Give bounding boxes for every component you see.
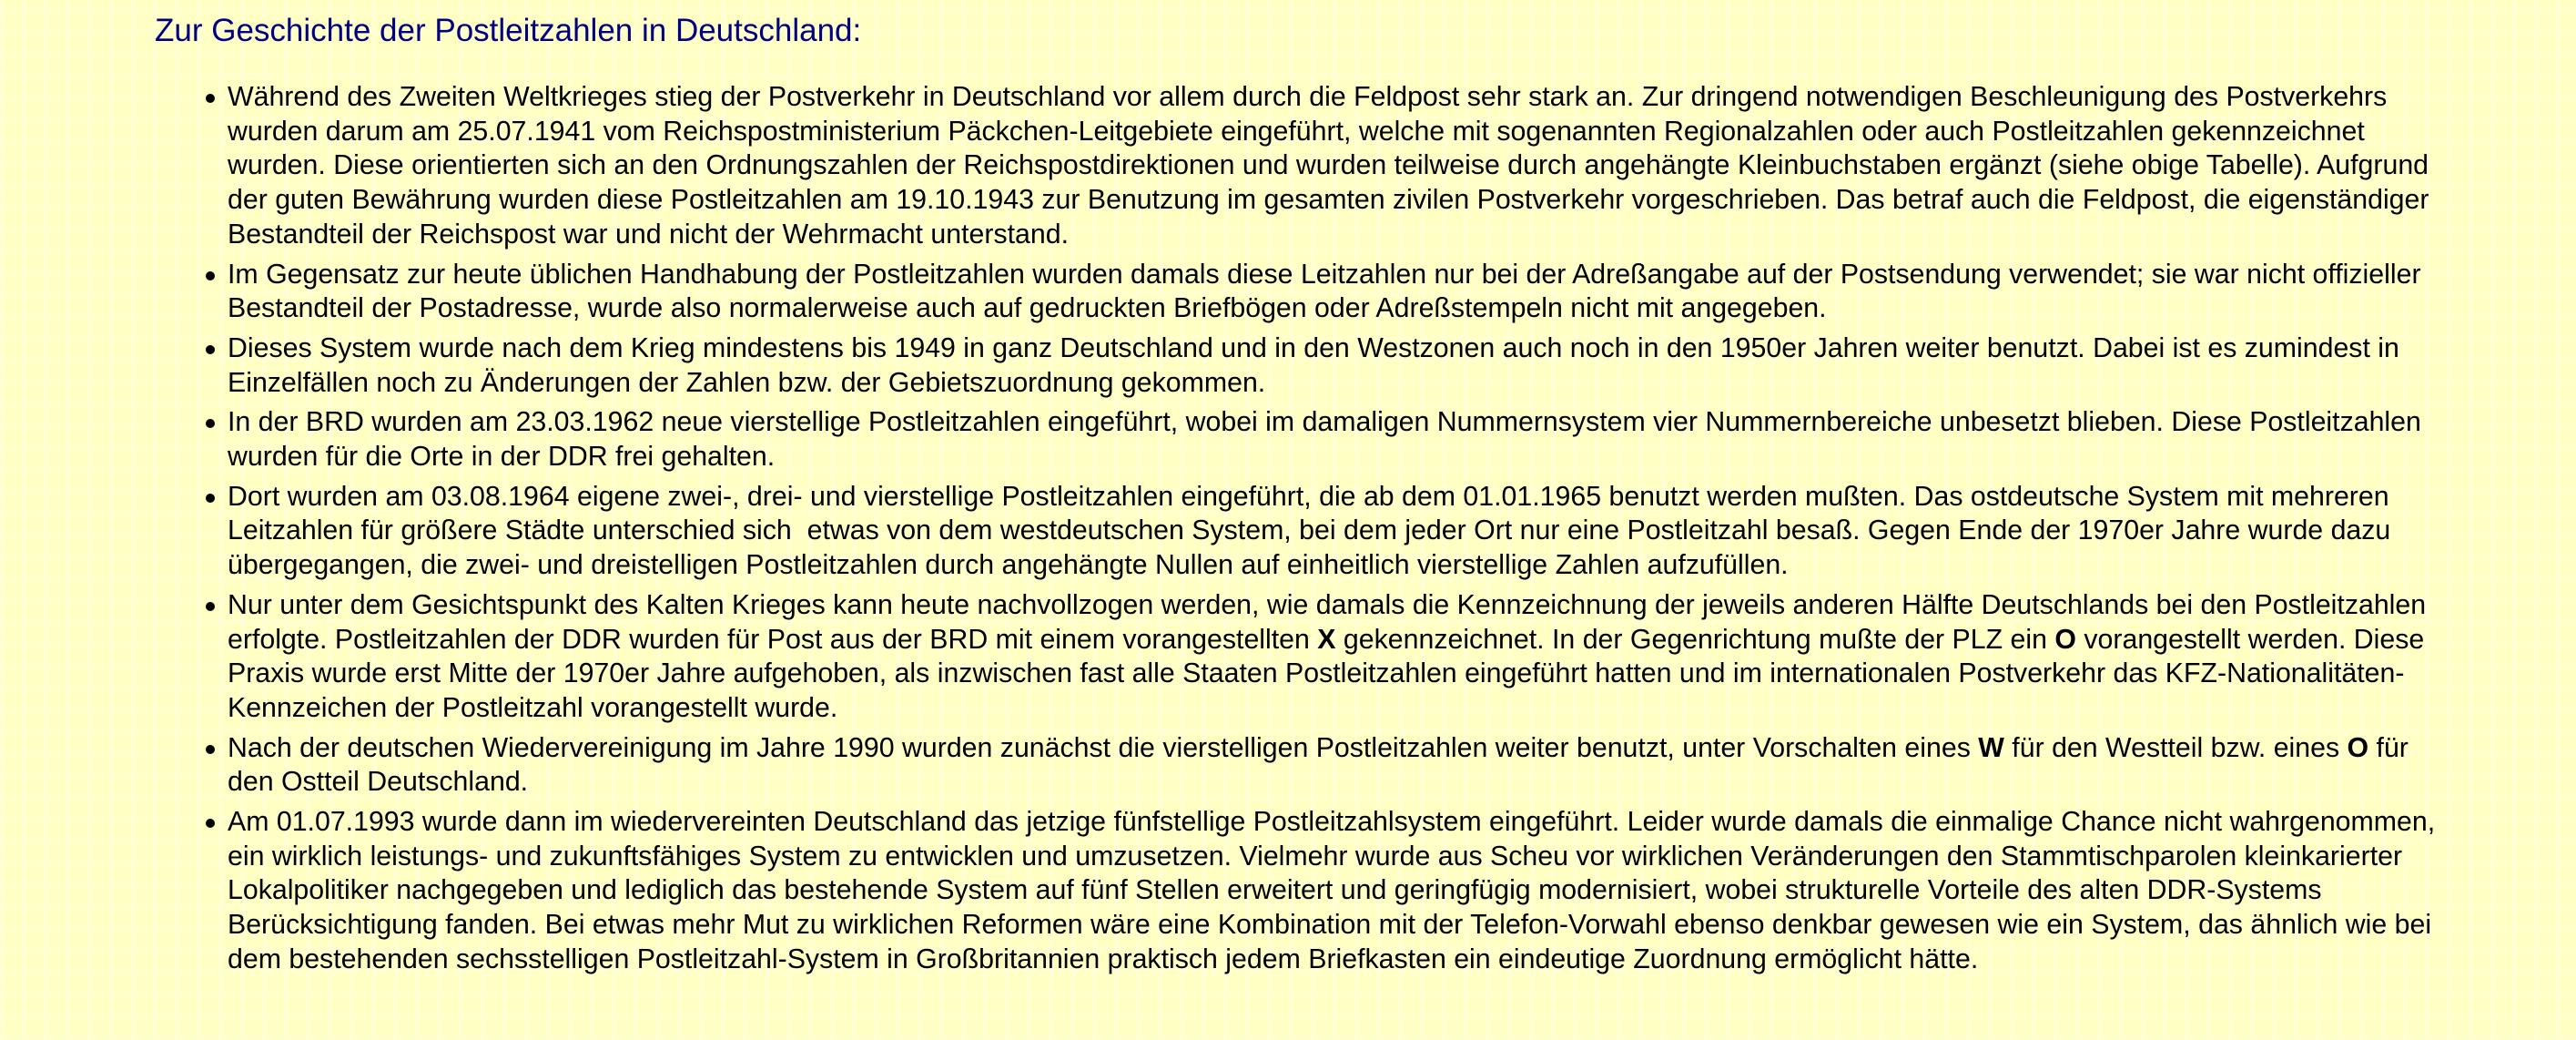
list-item-text — [228, 82, 2437, 250]
list-item — [228, 805, 2458, 977]
list-item — [228, 405, 2458, 474]
text-segment: Nur unter dem Gesichtspunkt des Kalten Krieges kann heute nachvollzogen werden, wie damals die Kennzeichnung der jeweils anderen Hälfte Deutschlands bei den Postleitzahlen erfolgte. Postleitzahlen der DDR wurden für Post aus der BRD mit einem vorangestellten — [228, 589, 2434, 655]
text-segment: Während des Zweiten Weltkrieges stieg der Postverkehr in Deutschland vor allem durch die Feldpost sehr stark an. Zur dringend notwendigen Beschleunigung des Postverkehrs wurden darum am 25.07.1941 vom Reichspostministerium Päckchen-Leitgebiete eingeführt, welche mit sogenannten Regionalzahlen oder auch Postleitzahlen gekennzeichnet wurden. Diese orientierten sich an den Ordnungszahlen der Reichspostdirektionen und wurden teilweise durch angehängte Kleinbuchstaben ergänzt (siehe obige Tabelle). Aufgrund der guten Bewährung wurden diese Postleitzahlen am 19.10.1943 zur Benutzung im gesamten zivilen Postverkehr vorgeschrieben. Das betraf auch die Feldpost, die eigenständiger Bestandteil der Reichspost war und nicht der Wehrmacht unterstand. — [228, 82, 2437, 250]
list-item — [228, 480, 2458, 583]
text-segment: für den Westteil bzw. eines — [2003, 732, 2348, 763]
history-list — [0, 80, 2458, 983]
text-segment: Nach der deutschen Wiedervereinigung im Jahre 1990 wurden zunächst die vierstelligen Postleitzahlen weiter benutzt, unter Vorschalten eines — [228, 732, 1979, 763]
list-item-text — [228, 260, 2429, 324]
list-item-text — [228, 807, 2443, 974]
list-item — [228, 258, 2458, 326]
text-segment: Dort wurden am 03.08.1964 eigene zwei-, drei- und vierstellige Postleitzahlen eingeführt, die ab dem 01.01.1965 benutzt werden mußten. Das ostdeutsche System mit mehreren Leitzahlen für größere Städte unterschied sich etwas von dem westdeutschen System, bei dem jeder Ort nur eine Postleitzahl besaß. Gegen Ende der 1970er Jahre wurde dazu übergegangen, die zwei- und dreistelligen Postleitzahlen durch angehängte Nullen auf einheitlich vierstellige Zahlen aufzufüllen. — [228, 481, 2399, 581]
bullet-icon — [206, 819, 215, 828]
bold-letter: O — [2347, 732, 2369, 763]
list-item — [228, 80, 2458, 252]
page-heading: Zur Geschichte der Postleitzahlen in Deutschland: — [155, 13, 862, 48]
text-segment: Im Gegensatz zur heute üblichen Handhabung der Postleitzahlen wurden damals diese Leitzahlen nur bei der Adreßangabe auf der Postsendung verwendet; sie war nicht offizieller Bestandteil der Postadresse, wurde also normalerweise auch auf gedruckten Briefbögen oder Adreßstempeln nicht mit angegeben. — [228, 259, 2429, 324]
bullet-icon — [206, 419, 215, 428]
bullet-icon — [206, 745, 215, 754]
text-segment: Dieses System wurde nach dem Krieg mindestens bis 1949 in ganz Deutschland und in den Westzonen auch noch in den 1950er Jahren weiter benutzt. Dabei ist es zumindest in Einzelfällen noch zu Änderungen der Zahlen bzw. der Gebietszuordnung gekommen. — [228, 332, 2408, 398]
bold-letter: O — [2054, 624, 2076, 655]
bullet-icon — [206, 345, 215, 354]
text-segment: vorangestellt werden. Diese Praxis wurde erst Mitte der 1970er Jahre aufgehoben, als inzwischen fast alle Staaten Postleitzahlen eingeführt hatten und im internationalen Postverkehr das KFZ-Nationalitäten-Kennzeichen der Postleitzahl vorangestellt wurde. — [228, 624, 2432, 723]
list-item — [228, 331, 2458, 400]
list-item-text — [228, 407, 2429, 472]
list-item-text — [228, 482, 2399, 580]
list-item — [228, 588, 2458, 726]
text-segment: gekennzeichnet. In der Gegenrichtung mußte der PLZ ein — [1335, 624, 2055, 655]
list-item-text — [228, 733, 2416, 798]
list-item — [228, 731, 2458, 800]
bold-letter: W — [1978, 732, 2004, 763]
bullet-icon — [206, 602, 215, 611]
bullet-icon — [206, 94, 215, 103]
list-item-text — [228, 333, 2407, 398]
bullet-icon — [206, 271, 215, 280]
bullet-icon — [206, 494, 215, 503]
text-segment: für den Ostteil Deutschland. — [228, 732, 2417, 798]
bold-letter: X — [1317, 624, 1336, 655]
list-item-text — [228, 590, 2434, 723]
text-segment: Am 01.07.1993 wurde dann im wiedervereinten Deutschland das jetzige fünfstellige Postleitzahlsystem eingeführt. Leider wurde damals die einmalige Chance nicht wahrgenommen, ein wirklich leistungs- und zukunftsfähiges System zu entwicklen und umzusetzen. Vielmehr wurde aus Scheu vor wirklichen Veränderungen den Stammtischparolen kleinkarierter Lokalpolitiker nachgegeben und lediglich das bestehende System auf fünf Stellen erweitert und geringfügig modernisiert, wobei strukturelle Vorteile des alten DDR-Systems Berücksichtigung fanden. Bei etwas mehr Mut zu wirklichen Reformen wäre eine Kombination mit der Telefon-Vorwahl ebenso denkbar gewesen wie ein System, das ähnlich wie bei dem bestehenden sechsstelligen Postleitzahl-System in Großbritannien praktisch jedem Briefkasten ein eindeutige Zuordnung ermöglicht hätte. — [228, 807, 2443, 974]
text-segment: In der BRD wurden am 23.03.1962 neue vierstellige Postleitzahlen eingeführt, wobei im damaligen Nummernsystem vier Nummernbereiche unbesetzt blieben. Diese Postleitzahlen wurden für die Orte in der DDR frei gehalten. — [228, 407, 2429, 473]
